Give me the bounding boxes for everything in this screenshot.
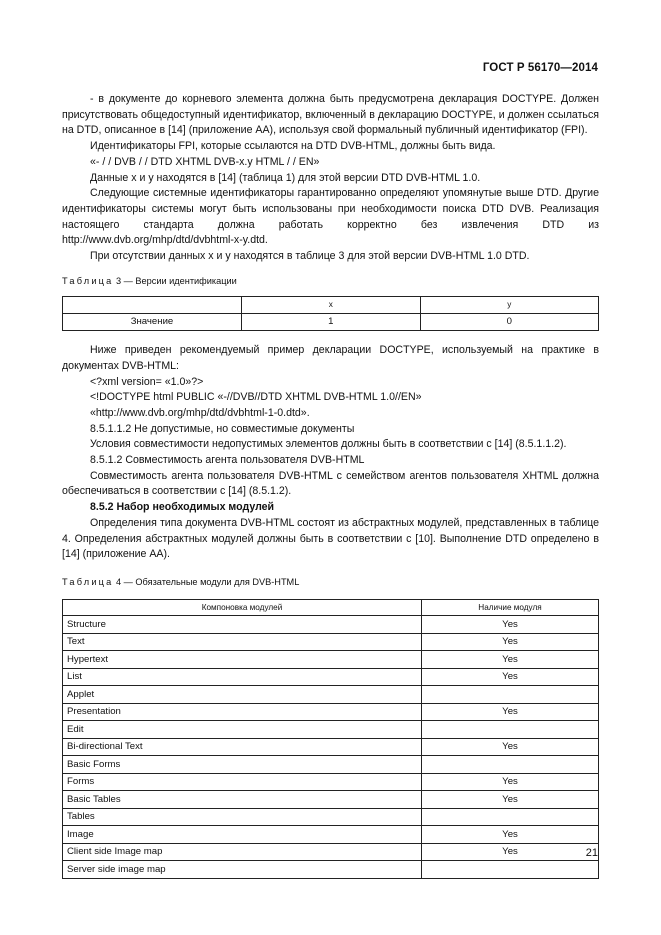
section-heading: 8.5.2 Набор необходимых модулей <box>90 501 275 514</box>
table-cell: Значение <box>63 314 242 331</box>
module-name-cell: Basic Tables <box>63 791 422 809</box>
table-row <box>63 616 599 634</box>
module-presence-cell: Yes <box>422 651 599 669</box>
table-row <box>63 861 599 879</box>
table-row <box>63 773 599 791</box>
module-name-cell: Edit <box>63 721 422 739</box>
paragraph: Данные x и y находятся в [14] (таблица 1) для этой версии DTD DVB-HTML 1.0. <box>90 171 481 184</box>
module-name-cell: Server side image map <box>63 861 422 879</box>
module-name-cell: Applet <box>63 686 422 704</box>
table-row <box>63 633 599 651</box>
module-name-cell: Presentation <box>63 703 422 721</box>
module-presence-cell <box>422 808 599 826</box>
section-heading: 8.5.1.1.2 Не допустимые, но совместимые документы <box>90 422 355 435</box>
table-cell: 0 <box>420 314 599 331</box>
module-presence-cell <box>422 861 599 879</box>
table-header: x <box>242 297 421 314</box>
versions-table <box>62 296 599 331</box>
paragraph: Ниже приведен рекомендуемый пример декларации DOCTYPE, используемый на практике в документах DVB-HTML: <box>62 344 599 372</box>
standard-header: ГОСТ Р 56170—2014 <box>482 62 598 74</box>
table-row <box>63 686 599 704</box>
table-row <box>63 843 599 861</box>
table-header <box>63 297 242 314</box>
module-name-cell: Basic Forms <box>63 756 422 774</box>
paragraph: При отсутствии данных x и y находятся в таблице 3 для этой версии DVB-HTML 1.0 DTD. <box>90 250 530 263</box>
table-header: Компоновка модулей <box>63 599 422 616</box>
paragraph: Следующие системные идентификаторы гарантированно определяют упомянутые выше DTD. Другие идентификаторы системы могут быть использованы при необходимости поиска DTD DVB. Реализация настоящего стандарта должна работать корректно без извлечения DTD из http://www.dvb.org/mhp/dtd/dvbhtml-x-y.dtd. <box>62 187 599 247</box>
module-presence-cell: Yes <box>422 773 599 791</box>
module-presence-cell: Yes <box>422 703 599 721</box>
fpi-example: «- / / DVB / / DTD XHTML DVB-x.y HTML / / EN» <box>90 155 320 168</box>
module-name-cell: Structure <box>63 616 422 634</box>
table-row <box>63 703 599 721</box>
table-row <box>63 738 599 756</box>
table-cell: 1 <box>242 314 421 331</box>
table3-caption: Таблица 3 — Версии идентификации <box>62 275 237 286</box>
module-name-cell: Image <box>63 826 422 844</box>
paragraph: Совместимость агента пользователя DVB-HTML с семейством агентов пользователя XHTML должна обеспечиваться в соответствии с [14] (8.5.1.2). <box>62 469 599 498</box>
module-presence-cell: Yes <box>422 633 599 651</box>
table-row <box>63 826 599 844</box>
section-heading: 8.5.1.2 Совместимость агента пользователя DVB-HTML <box>90 454 365 467</box>
module-presence-cell <box>422 721 599 739</box>
paragraph: Определения типа документа DVB-HTML состоят из абстрактных модулей, представленных в таблице 4. Определения абстрактных модулей должны быть в соответствии с [10]. Выполнение DTD определено в [14] (приложение АА). <box>62 516 599 561</box>
module-name-cell: List <box>63 668 422 686</box>
module-presence-cell: Yes <box>422 791 599 809</box>
table-row <box>63 791 599 809</box>
body-text <box>62 92 599 879</box>
module-presence-cell: Yes <box>422 843 599 861</box>
module-presence-cell: Yes <box>422 738 599 756</box>
code-line: <!DOCTYPE html PUBLIC «-//DVB//DTD XHTML DVB-HTML 1.0//EN» <box>90 391 422 404</box>
paragraph: - в документе до корневого элемента должна быть предусмотрена декларация DOCTYPE. Должен присутствовать общедоступный идентификатор, включенный в декларацию DOCTYPE, и должен ссылаться на DTD, описанное в [14] (приложение АА), используя свой формальный публичный идентификатор (FPI). <box>62 93 599 137</box>
table-row <box>63 651 599 669</box>
table-header: y <box>420 297 599 314</box>
module-name-cell: Text <box>63 633 422 651</box>
paragraph: Условия совместимости недопустимых элементов должны быть в соответствии с [14] (8.5.1.1.2). <box>90 438 567 451</box>
module-presence-cell: Yes <box>422 668 599 686</box>
module-presence-cell: Yes <box>422 616 599 634</box>
module-name-cell: Forms <box>63 773 422 791</box>
module-presence-cell: Yes <box>422 826 599 844</box>
modules-table <box>62 599 599 879</box>
table4-caption: Таблица 4 — Обязательные модули для DVB-HTML <box>62 576 300 587</box>
module-presence-cell <box>422 756 599 774</box>
page-number: 21 <box>585 847 598 859</box>
table-row <box>63 668 599 686</box>
module-name-cell: Bi-directional Text <box>63 738 422 756</box>
table-row <box>63 721 599 739</box>
table-row <box>63 756 599 774</box>
module-presence-cell <box>422 686 599 704</box>
table-row <box>63 314 599 331</box>
code-line: «http://www.dvb.org/mhp/dtd/dvbhtml-1-0.dtd». <box>90 406 310 419</box>
module-name-cell: Tables <box>63 808 422 826</box>
table-row <box>63 808 599 826</box>
module-name-cell: Client side Image map <box>63 843 422 861</box>
table-header: Наличие модуля <box>422 599 599 616</box>
code-line: <?xml version= «1.0»?> <box>90 375 204 388</box>
module-name-cell: Hypertext <box>63 651 422 669</box>
paragraph: Идентификаторы FPI, которые ссылаются на DTD DVB-HTML, должны быть вида. <box>90 140 496 153</box>
